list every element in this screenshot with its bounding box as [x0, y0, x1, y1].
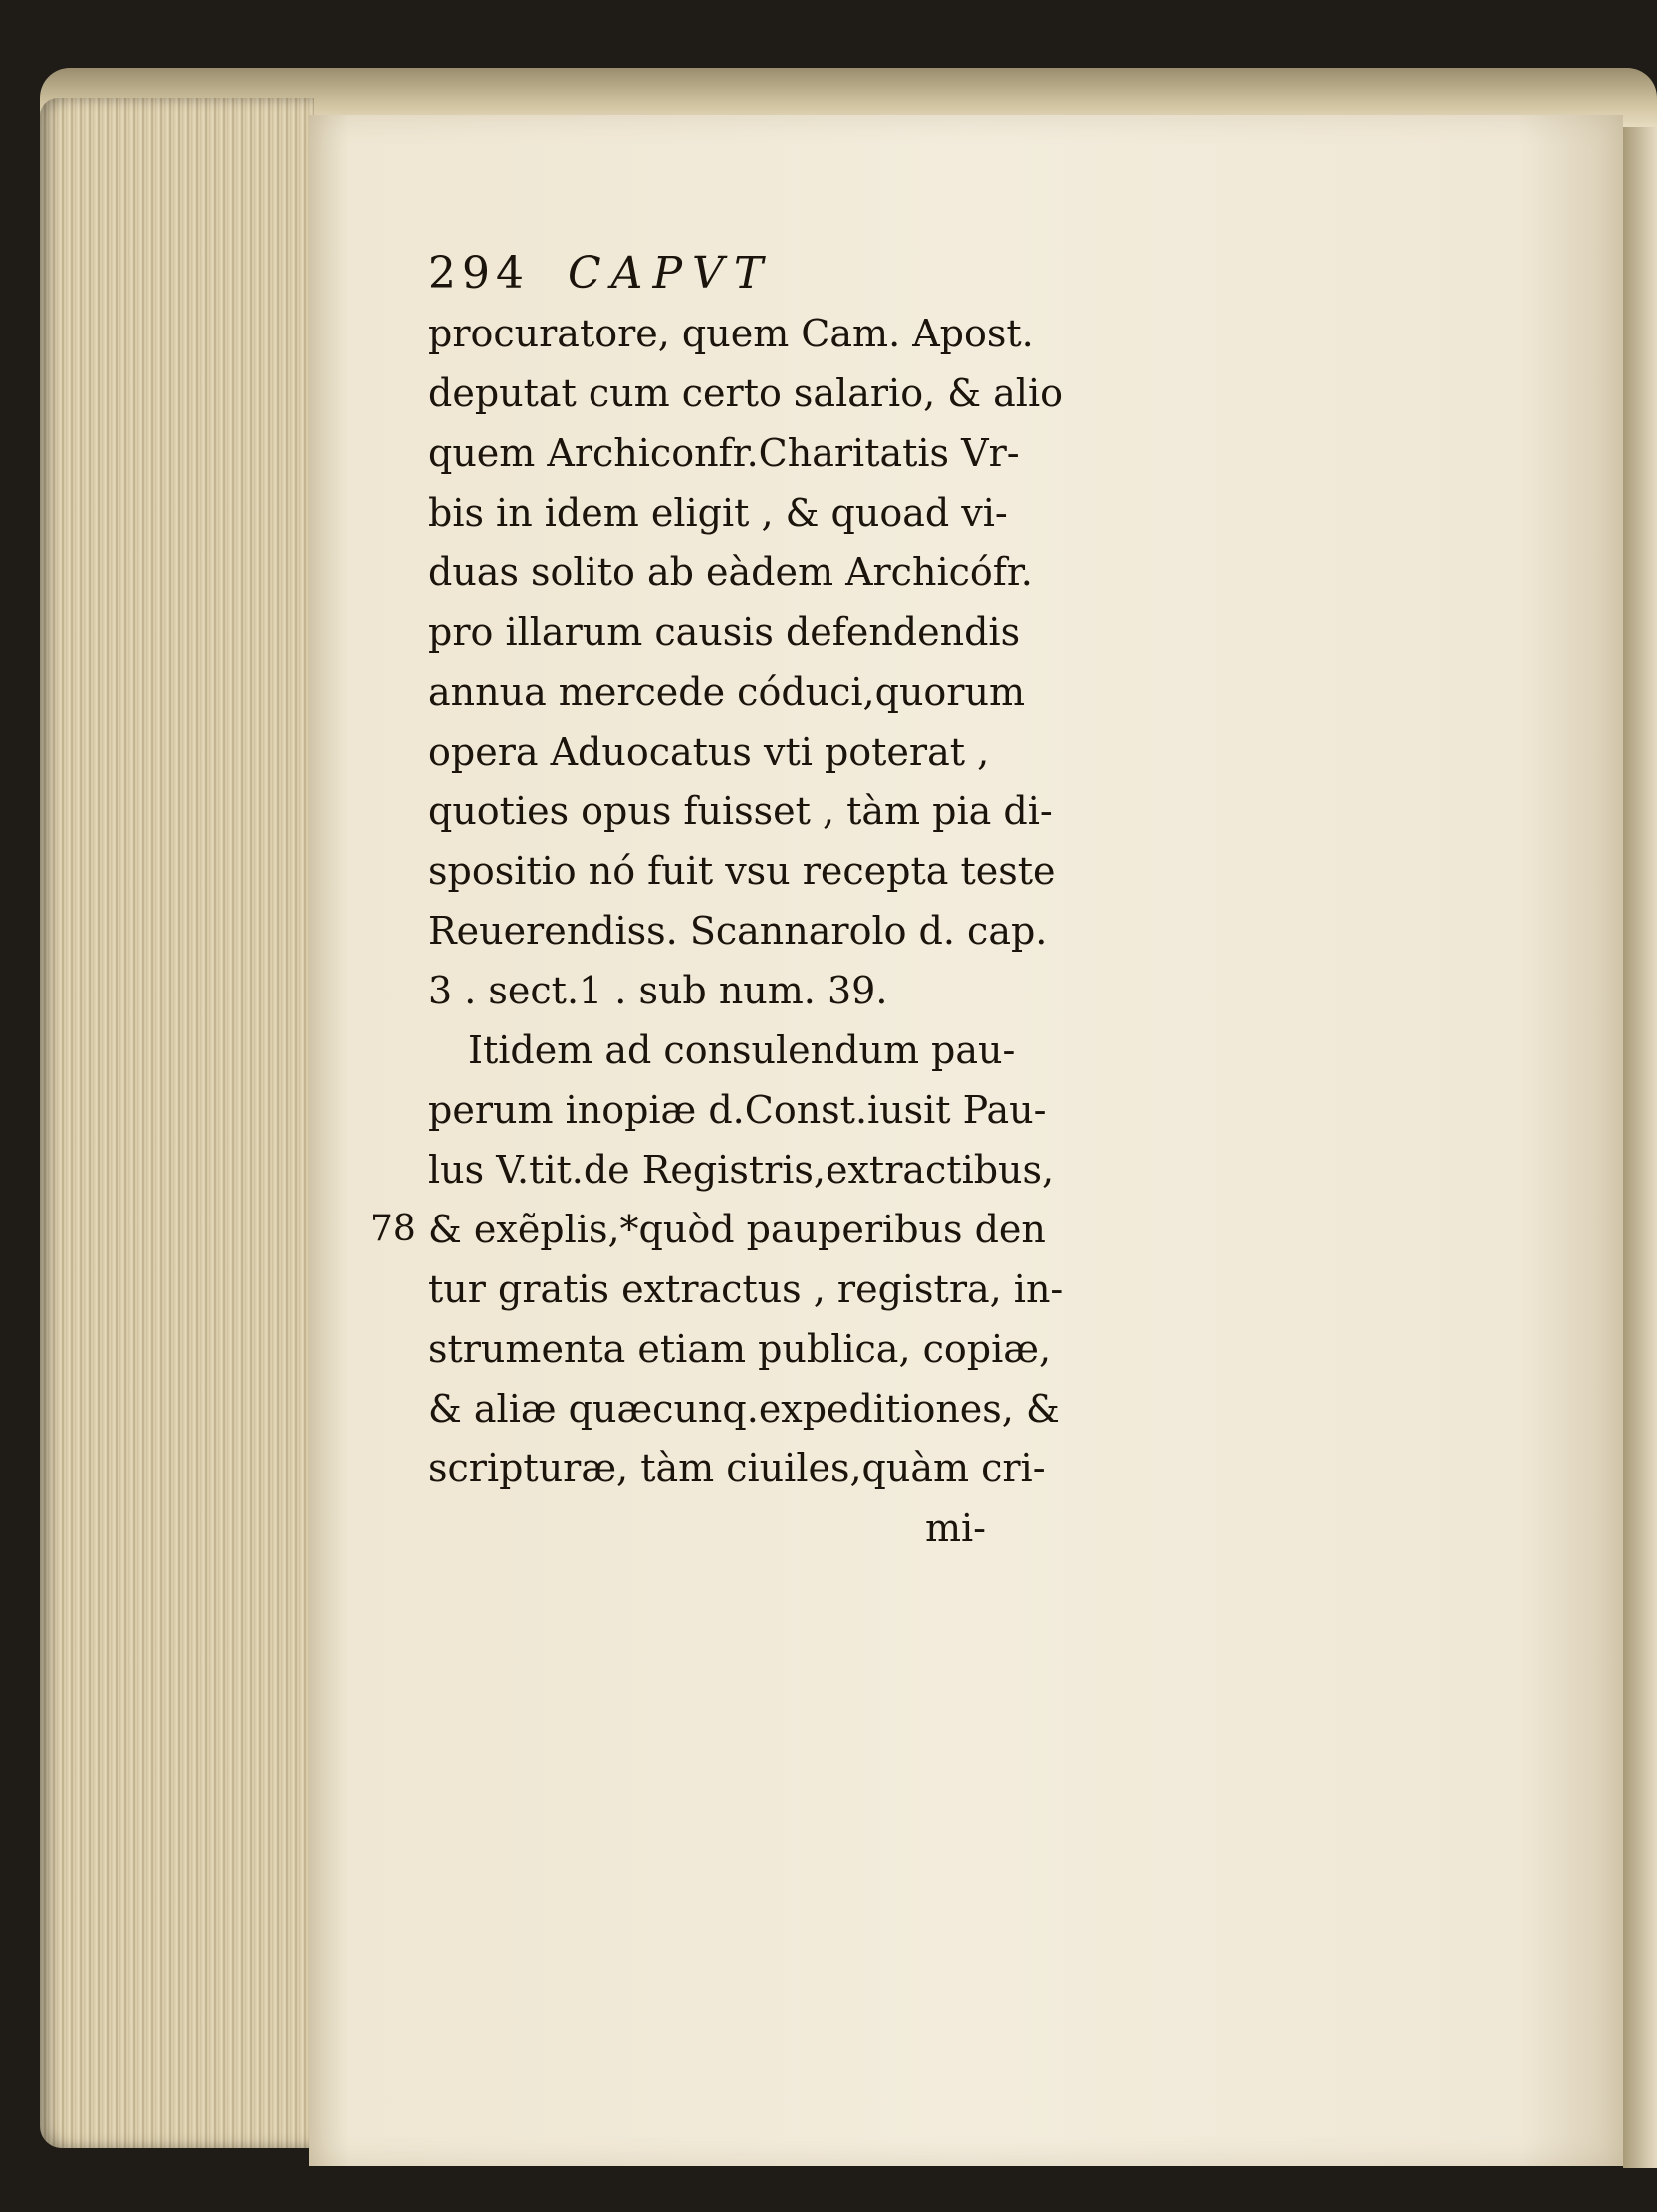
text-line: Reuerendiss. Scannarolo d. cap.: [428, 909, 1048, 953]
text-line: & aliæ quæcunq.expeditiones, &: [428, 1387, 1060, 1431]
text-line: spositio nó fuit vsu recepta teste: [428, 849, 1056, 893]
text-line: Itidem ad consulendum pau-: [468, 1028, 1016, 1072]
catchword: mi-: [924, 1506, 986, 1550]
text-line-content: & exẽplis,*quòd pauperibus den: [428, 1208, 1046, 1251]
facing-page-edge: [1623, 127, 1657, 2168]
text-line: strumenta etiam publica, copiæ,: [428, 1327, 1052, 1371]
text-line: opera Aduocatus vti poterat ,: [428, 730, 990, 774]
margin-marker: 78: [370, 1209, 416, 1249]
text-line: duas solito ab eàdem Archicófr.: [428, 551, 1033, 594]
text-line: deputat cum certo salario, & alio: [428, 371, 1063, 415]
text-line: perum inopiæ d.Const.iusit Pau-: [428, 1088, 1047, 1132]
text-line: quem Archiconfr.Charitatis Vr-: [428, 431, 1020, 475]
text-line: scripturæ, tàm ciuiles,quàm cri-: [428, 1446, 1046, 1490]
text-line: procuratore, quem Cam. Apost.: [428, 312, 1034, 355]
text-line: pro illarum causis defendendis: [428, 610, 1021, 654]
running-header: [428, 244, 986, 304]
text-line: tur gratis extractus , registra, in-: [428, 1267, 1064, 1311]
text-line: annua mercede códuci,quorum: [428, 670, 1025, 714]
text-line: quoties opus fuisset , tàm pia di-: [428, 789, 1053, 833]
page-number: 294: [428, 248, 530, 299]
text-line: lus V.tit.de Registris,extractibus,: [428, 1148, 1055, 1192]
text-line: 3 . sect.1 . sub num. 39.: [428, 969, 888, 1012]
text-line: bis in idem eligit , & quoad vi-: [428, 491, 1008, 535]
text-line: [370, 1200, 1046, 1259]
page-text: [370, 244, 1064, 1558]
page-block-side-edge: [40, 98, 314, 2148]
running-head-title: CAPVT: [568, 248, 774, 299]
